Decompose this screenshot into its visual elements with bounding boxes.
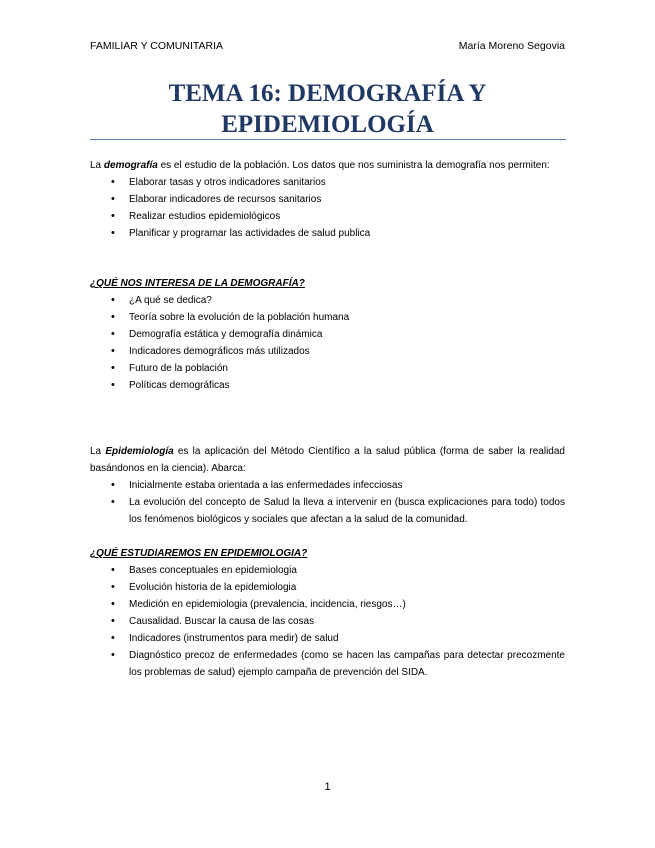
list-item: • Inicialmente estaba orientada a las enfermedades infecciosas: [90, 477, 565, 494]
list-item: • Diagnóstico precoz de enfermedades (como se hacen las campañas para detectar precozmente los problemas de salud) ejemplo campaña de prevención del SIDA.: [90, 647, 565, 681]
title-line-2: EPIDEMIOLOGÍA: [221, 111, 434, 138]
list-item: • Teoría sobre la evolución de la población humana: [90, 309, 565, 326]
list-item: • Demografía estática y demografía dinámica: [90, 326, 565, 343]
list-item: • Realizar estudios epidemiológicos: [90, 208, 565, 225]
demografia-interest-heading: ¿QUÉ NOS INTERESA DE LA DEMOGRAFÍA?: [90, 278, 305, 289]
demografia-section: [90, 157, 565, 242]
demografia-intro: La demografía es el estudio de la población. Los datos que nos suministra la demografía nos permiten:: [90, 160, 550, 171]
list-item: • ¿A qué se dedica?: [90, 292, 565, 309]
list-item: • Medición en epidemiologia (prevalencia, incidencia, riesgos…): [90, 596, 565, 613]
list-item: • Indicadores demográficos más utilizados: [90, 343, 565, 360]
list-item: • Elaborar indicadores de recursos sanitarios: [90, 191, 565, 208]
list-item: • Políticas demográficas: [90, 377, 565, 394]
demografia-term: demografía: [103, 160, 158, 171]
title-underline: [90, 139, 566, 140]
list-item: • Futuro de la población: [90, 360, 565, 377]
epidemiologia-intro: La Epidemiología es la aplicación del Método Científico a la salud pública (forma de saber la realidad basándonos en la ciencia). Abarca:: [90, 446, 565, 474]
list-item: • Evolución historia de la epidemiologia: [90, 579, 565, 596]
epidemiologia-scope-list: [90, 477, 565, 528]
list-item: • Planificar y programar las actividades de salud publica: [90, 225, 565, 242]
list-item: • Causalidad. Buscar la causa de las cosas: [90, 613, 565, 630]
epidemiologia-section: [90, 443, 565, 528]
demografia-uses-list: [90, 174, 565, 242]
epidemiologia-study-list: [90, 562, 565, 681]
list-item: • La evolución del concepto de Salud la lleva a intervenir en (busca explicaciones para todo) todos los fenómenos biológicos y sociales que afectan a la salud de la comunidad.: [90, 494, 565, 528]
list-item: • Bases conceptuales en epidemiologia: [90, 562, 565, 579]
running-header-author: María Moreno Segovia: [458, 40, 565, 52]
epidemiologia-study-section: [90, 545, 565, 681]
demografia-interest-section: [90, 275, 565, 394]
page-number: 1: [324, 781, 331, 793]
epidemiologia-study-heading: ¿QUÉ ESTUDIAREMOS EN EPIDEMIOLOGIA?: [90, 548, 308, 559]
list-item: • Elaborar tasas y otros indicadores sanitarios: [90, 174, 565, 191]
running-header-left: FAMILIAR Y COMUNITARIA: [90, 40, 224, 52]
title-line-1: TEMA 16: DEMOGRAFÍA Y: [168, 80, 487, 107]
page-title: [90, 78, 565, 140]
list-item: • Indicadores (instrumentos para medir) de salud: [90, 630, 565, 647]
epidemiologia-term: Epidemiología: [105, 446, 174, 457]
demografia-interest-list: [90, 292, 565, 394]
